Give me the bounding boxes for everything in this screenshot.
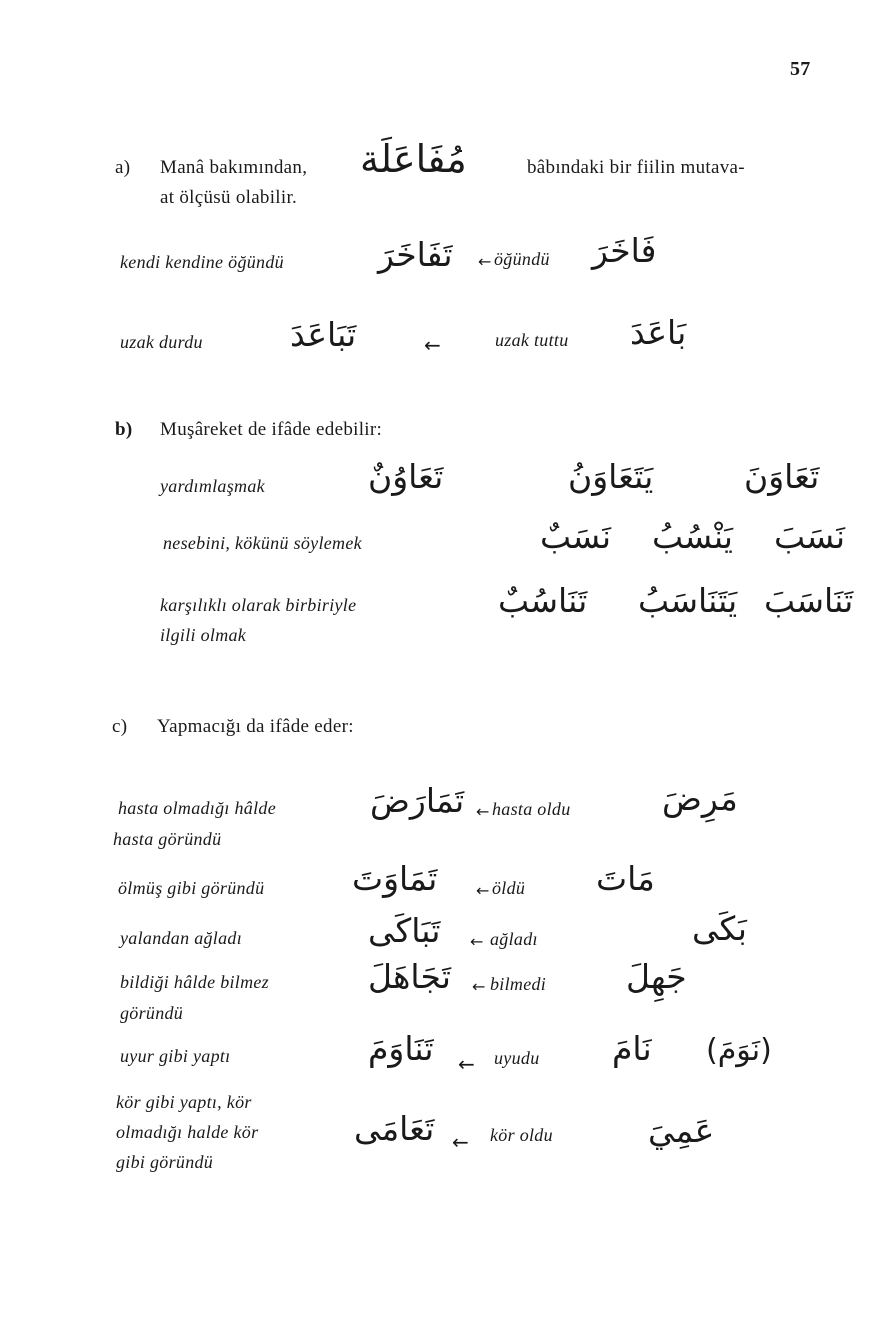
arabic-base: جَهِلَ xyxy=(626,957,687,996)
section-b-text: Muşâreket de ifâde edebilir: xyxy=(160,419,383,440)
section-a-label: a) xyxy=(115,157,131,178)
arabic-masdar: تَنَاسُبٌ xyxy=(498,581,588,620)
arabic-imperfect: يَتَنَاسَبُ xyxy=(638,581,738,620)
row-base-meaning: bilmedi xyxy=(490,974,547,994)
arabic-base: بَاعَدَ xyxy=(630,313,687,352)
arabic-derived: تَعَامَى xyxy=(354,1109,435,1148)
left-arrow-icon: ← xyxy=(478,252,492,271)
arabic-base: مَاتَ xyxy=(596,859,655,898)
left-arrow-icon: ← xyxy=(452,1130,469,1154)
arabic-base: عَمِيَ xyxy=(648,1111,715,1150)
arabic-imperfect: يَتَعَاوَنُ xyxy=(568,457,654,496)
arabic-base: بَكَى xyxy=(692,909,747,948)
row-meaning-line1: bildiği hâlde bilmez xyxy=(120,972,269,992)
arabic-derived: تَبَاكَى xyxy=(368,911,441,950)
arabic-base: مَرِضَ xyxy=(662,779,738,818)
arabic-derived: تَمَاوَتَ xyxy=(352,859,438,898)
row-base-meaning: kör oldu xyxy=(490,1125,553,1145)
section-c-text: Yapmacığı da ifâde eder: xyxy=(157,716,354,737)
row-meaning-line1: yalandan ağladı xyxy=(120,928,242,948)
section-a-line2: at ölçüsü olabilir. xyxy=(160,187,298,208)
section-b-label: b) xyxy=(115,419,133,440)
row-meaning-line1: kör gibi yaptı, kör xyxy=(116,1092,252,1112)
section-c-label: c) xyxy=(112,716,128,737)
row-meaning-line2: ilgili olmak xyxy=(160,625,247,645)
left-arrow-icon: ← xyxy=(476,802,490,821)
row-base-meaning: ağladı xyxy=(490,929,538,949)
section-a-text-before: Manâ bakımından, xyxy=(160,157,308,178)
arabic-masdar: نَسَبٌ xyxy=(540,517,612,556)
left-arrow-icon: ← xyxy=(470,932,484,951)
arabic-derived: تَمَارَضَ xyxy=(370,781,465,820)
section-a-text-after: bâbındaki bir fiilin mutava- xyxy=(527,157,745,178)
row-meaning-line2: hasta göründü xyxy=(113,829,222,849)
left-arrow-icon: ← xyxy=(476,881,490,900)
left-arrow-icon: ← xyxy=(424,333,441,357)
arabic-imperfect: يَنْسُبُ xyxy=(652,517,733,556)
row-base-meaning: öğündü xyxy=(494,249,550,269)
row-meaning-line2: göründü xyxy=(120,1003,184,1023)
row-base-meaning: hasta oldu xyxy=(492,799,571,819)
row-base-meaning: uyudu xyxy=(494,1048,540,1068)
row-base-meaning: uzak tuttu xyxy=(495,330,569,350)
arabic-derived: تَجَاهَلَ xyxy=(368,957,451,996)
arabic-derived: تَبَاعَدَ xyxy=(290,315,357,354)
row-meaning-line1: hasta olmadığı hâlde xyxy=(118,798,276,818)
arabic-perfect: تَنَاسَبَ xyxy=(764,581,854,620)
row-meaning-line1: ölmüş gibi göründü xyxy=(118,878,265,898)
row-meaning-line3: gibi göründü xyxy=(116,1152,214,1172)
arabic-base: فَاخَرَ xyxy=(592,231,657,270)
arabic-derived: تَفَاخَرَ xyxy=(378,235,453,274)
row-meaning-line1: karşılıklı olarak birbiriyle xyxy=(160,595,357,615)
row-meaning: uzak durdu xyxy=(120,332,203,352)
arabic-derived: تَنَاوَمَ xyxy=(368,1029,434,1068)
row-meaning-line1: uyur gibi yaptı xyxy=(120,1046,231,1066)
row-meaning-line2: olmadığı halde kör xyxy=(116,1122,259,1142)
arabic-masdar: تَعَاوُنٌ xyxy=(368,457,444,496)
row-meaning: kendi kendine öğündü xyxy=(120,252,284,272)
left-arrow-icon: ← xyxy=(472,977,486,996)
arabic-perfect: نَسَبَ xyxy=(774,517,846,556)
row-meaning: yardımlaşmak xyxy=(160,476,265,496)
page-number: 57 xyxy=(790,58,811,80)
arabic-perfect: تَعَاوَنَ xyxy=(744,457,820,496)
arabic-base-root: (نَوَمَ) xyxy=(706,1033,772,1068)
left-arrow-icon: ← xyxy=(458,1052,475,1076)
row-base-meaning: öldü xyxy=(492,878,526,898)
row-meaning: nesebini, kökünü söylemek xyxy=(163,533,362,553)
arabic-form-mufaala: مُفَاعَلَة xyxy=(360,137,467,181)
arabic-base: نَامَ xyxy=(612,1029,652,1068)
